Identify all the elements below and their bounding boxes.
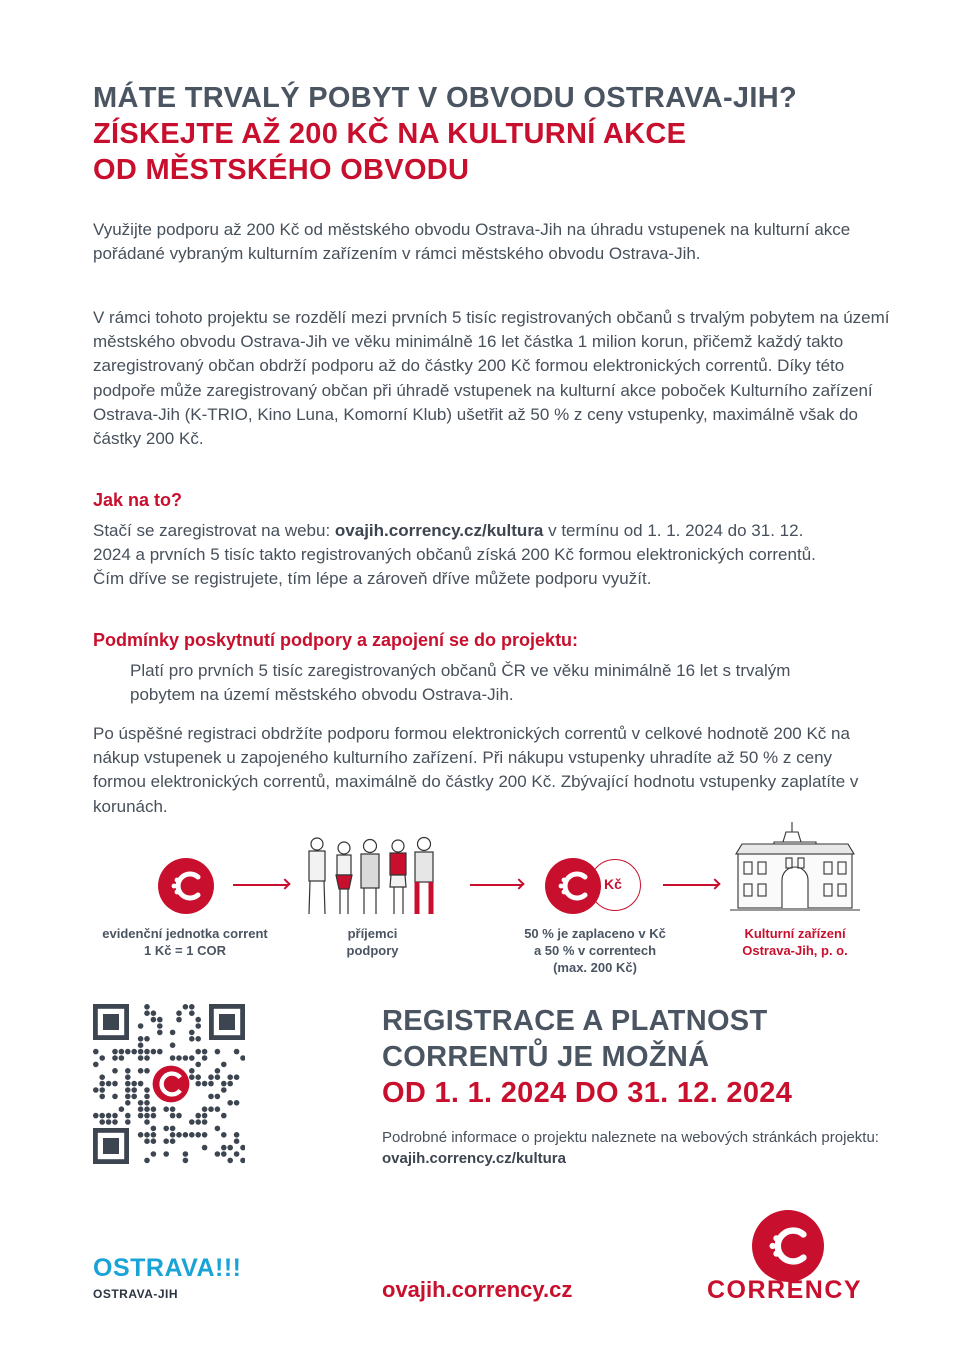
registration-note xyxy=(382,1127,882,1169)
title-line-2: ZÍSKEJTE AŽ 200 KČ NA KULTURNÍ AKCE xyxy=(93,118,687,150)
step3-caption xyxy=(500,925,690,976)
step1-caption xyxy=(80,925,290,959)
conditions-title: Podmínky poskytnutí podpory a zapojení se do projektu: xyxy=(93,630,579,650)
title-line-3: OD MĚSTSKÉHO OBVODU xyxy=(93,154,470,186)
note-text: Podrobné informace o projektu naleznete na webových stránkách projektu: xyxy=(382,1129,879,1146)
step2-line2: podpory xyxy=(346,943,399,958)
ostrava-logo-text: OSTRAVA!!! xyxy=(93,1254,242,1282)
conditions-item: Platí pro prvních 5 tisíc zaregistrovaných občanů ČR ve věku minimálně 16 let s trvalým pobytem na území městského obvodu Ostrava-Jih. xyxy=(130,661,791,705)
step1-line2: 1 Kč = 1 COR xyxy=(143,943,226,958)
flow-arrow-2 xyxy=(470,884,522,886)
howto-text-after: v termínu od 1. 1. 2024 do 31. 12. 2024 a prvních 5 tisíc takto registrovaných občanů získá 200 Kč formou elektronických correntů. Čím dříve se registrujete, tím lépe a zároveň dříve můžete podporu využít. xyxy=(93,521,816,589)
registration-heading xyxy=(382,1003,792,1111)
note-link[interactable]: ovajih.corrency.cz/kultura xyxy=(382,1150,566,1167)
howto-title: Jak na to? xyxy=(93,490,183,510)
registration-line-2: CORRENTŮ JE MOŽNÁ xyxy=(382,1041,710,1073)
building-illustration-icon xyxy=(730,818,860,916)
registration-line-3: OD 1. 1. 2024 DO 31. 12. 2024 xyxy=(382,1077,793,1109)
step3-line2: a 50 % v correntech xyxy=(533,943,657,958)
koruna-label: Kč xyxy=(604,876,622,892)
step1-line1: evidenční jednotka corrent xyxy=(102,926,268,941)
corrency-logo-icon xyxy=(752,1210,824,1282)
corrency-logo-text: CORRENCY xyxy=(707,1276,863,1304)
ostrava-sub: OSTRAVA-JIH xyxy=(93,1287,179,1301)
flow-arrow-3 xyxy=(663,884,718,886)
howto-link[interactable]: ovajih.corrency.cz/kultura xyxy=(334,521,544,540)
footer-website-link[interactable]: ovajih.corrency.cz xyxy=(382,1277,573,1302)
ostrava-logo xyxy=(93,1254,242,1283)
after-registration-paragraph: Po úspěšné registraci obdržíte podporu formou elektronických correntů v celkové hodnotě 200 Kč na nákup vstupenek u zapojeného kulturního zařízení. Při nákupu vstupenky uhradíte až 50 % z ceny formou elektronických correntů, maximálně do částky 200 Kč. Zbývající hodnotu vstupenky zaplatíte v korunách. xyxy=(93,724,859,816)
step2-caption xyxy=(315,925,430,959)
step4-line2: Ostrava-Jih, p. o. xyxy=(742,943,848,958)
step4-caption xyxy=(720,925,870,959)
qr-code[interactable] xyxy=(93,1004,245,1164)
howto-text-before: Stačí se zaregistrovat na webu: xyxy=(93,521,335,540)
step2-line1: příjemci xyxy=(347,926,398,941)
step4-line1: Kulturní zařízení xyxy=(744,926,846,941)
howto-paragraph xyxy=(93,519,833,592)
title-line-1: MÁTE TRVALÝ POBYT V OBVODU OSTRAVA-JIH? xyxy=(93,82,797,114)
registration-line-1: REGISTRACE A PLATNOST xyxy=(382,1005,768,1037)
project-paragraph: V rámci tohoto projektu se rozdělí mezi prvních 5 tisíc registrovaných občanů s trvalým pobytem na území městského obvodu Ostrava-Jih ve věku minimálně 16 let částka 1 milion korun, přičemž každý takto zaregistrovaný občan obdrží podporu až do částky 200 Kč formou elektronických correntů. Díky této podpoře může zaregistrovaný občan při úhradě vstupenek na kulturní akce poboček Kulturního zařízení Ostrava-Jih (K-TRIO, Kino Luna, Komorní Klub) ušetřit až 50 % z ceny vstupenky, maximálně však do částky 200 Kč. xyxy=(93,308,890,449)
step3-line3: (max. 200 Kč) xyxy=(553,960,637,975)
people-illustration-icon xyxy=(300,832,440,917)
corrent-coin-icon xyxy=(158,858,214,914)
page-title xyxy=(93,80,797,188)
flow-arrow-1 xyxy=(233,884,288,886)
intro-paragraph: Využijte podporu až 200 Kč od městského obvodu Ostrava-Jih na úhradu vstupenek na kulturní akce pořádané vybraným kulturním zařízením v rámci městského obvodu Ostrava-Jih. xyxy=(93,220,851,264)
step3-line1: 50 % je zaplaceno v Kč xyxy=(524,926,666,941)
corrent-coin-icon-2 xyxy=(545,858,601,914)
